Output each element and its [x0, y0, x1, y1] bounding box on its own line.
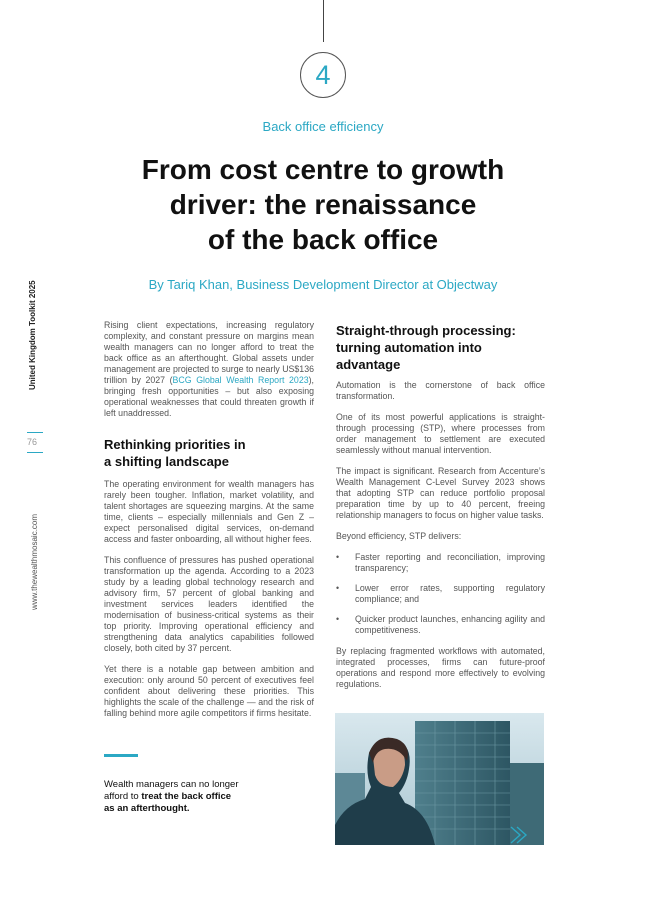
- section-label: Back office efficiency: [262, 119, 384, 134]
- title-line: From cost centre to growth: [141, 154, 505, 185]
- paragraph: The impact is significant. Research from Accenture’s Wealth Management C-Level Survey 2023 shows that adopting STP can reduce portfolio proposal preparation time by up to 40 percent, freeing relationship managers to focus on higher value tasks.: [336, 466, 545, 520]
- byline: By Tariq Khan, Business Development Director at Objectway: [148, 277, 498, 292]
- chapter-number-badge: [300, 52, 346, 98]
- stp-benefits-list: [336, 552, 545, 636]
- sidebar-website: [16, 500, 56, 615]
- glass-tower: [415, 721, 510, 845]
- chapter-number: 4: [315, 59, 331, 90]
- list-item: • Faster reporting and reconciliation, improving transparency;: [336, 552, 545, 574]
- page-number-rule-bottom: [27, 452, 43, 453]
- heading-line: Straight-through processing:: [336, 323, 516, 338]
- title-line: driver: the renaissance: [169, 189, 477, 220]
- heading-line: turning automation into: [336, 340, 482, 355]
- paragraph: This confluence of pressures has pushed operational transformation up the agenda. According to a 2023 study by a leading global technology research and advisory firm, 57 percent of global banking and investment services leaders identified the modernisation of business-critical systems as their top priority. Improving operational efficiency and strengthening data analytics capabilities followed closely, both cited by 37 percent.: [104, 555, 314, 653]
- publication-label: United Kingdom Toolkit 2025: [28, 280, 37, 390]
- page-number: 76: [27, 437, 38, 447]
- page-number-rule-top: [27, 432, 43, 433]
- intro-paragraph: [104, 320, 314, 419]
- top-divider-line: [323, 0, 324, 42]
- intro-text: Rising client expectations, increasing regulatory complexity, and constant pressure on margins mean wealth managers can no longer afford to treat the back office as an afterthought. Global assets under management are projected to surge to nearly US$136 trillion by 2027 (: [104, 320, 314, 385]
- website-link[interactable]: www.thewealthmosaic.com: [30, 513, 39, 610]
- right-column-body: [336, 380, 545, 700]
- paragraph: One of its most powerful applications is straight-through processing (STP), where processes from order management to settlement are executed seamlessly without manual intervention.: [336, 412, 545, 455]
- heading-line: Rethinking priorities in: [104, 437, 246, 452]
- heading-rethinking-priorities: [104, 436, 314, 470]
- pull-quote-line: afford to treat the back office: [104, 791, 232, 802]
- paragraph: Automation is the cornerstone of back office transformation.: [336, 380, 545, 401]
- pull-quote-accent: [104, 754, 138, 757]
- article-photo: [335, 713, 544, 845]
- closing-paragraph: By replacing fragmented workflows with automated, integrated processes, firms can future-proof operations and respond more effectively to evolving regulations.: [336, 646, 545, 689]
- pull-quote-line: as an afterthought.: [104, 803, 190, 814]
- paragraph: The operating environment for wealth managers has rarely been tougher. Inflation, market volatility, and talent shortages are squeezing margins. At the same time, clients – especially millennials and Gen Z – expect personalised digital services, on-demand access and faster onboarding, all without higher fees.: [104, 479, 314, 544]
- pull-quote-line: Wealth managers can no longer: [104, 779, 239, 790]
- heading-straight-through-processing: [336, 322, 545, 373]
- title-line: of the back office: [207, 224, 439, 255]
- left-column-intro: [104, 320, 314, 429]
- paragraph: Yet there is a notable gap between ambition and execution: only around 50 percent of executives feel confident about delivering these priorities. This highlights the scale of the challenge — and the risk of falling behind more agile competitors if firms hesitate.: [104, 664, 314, 718]
- left-column-body: [104, 479, 314, 729]
- heading-line: advantage: [336, 357, 401, 372]
- heading-line: a shifting landscape: [104, 454, 229, 469]
- paragraph: Beyond efficiency, STP delivers:: [336, 531, 462, 541]
- pull-quote: [104, 779, 294, 815]
- page-title: [60, 152, 586, 257]
- list-item: • Quicker product launches, enhancing agility and competitiveness.: [336, 614, 545, 636]
- sidebar-publication: [16, 275, 56, 395]
- list-item: • Lower error rates, supporting regulatory compliance; and: [336, 583, 545, 605]
- side-building: [510, 763, 544, 845]
- bcg-report-link[interactable]: BCG Global Wealth Report 2023: [172, 375, 309, 385]
- intro-text-end: ), bringing fresh opportunities – but also exposing operational weaknesses that could threaten growth if left unaddressed.: [104, 375, 314, 418]
